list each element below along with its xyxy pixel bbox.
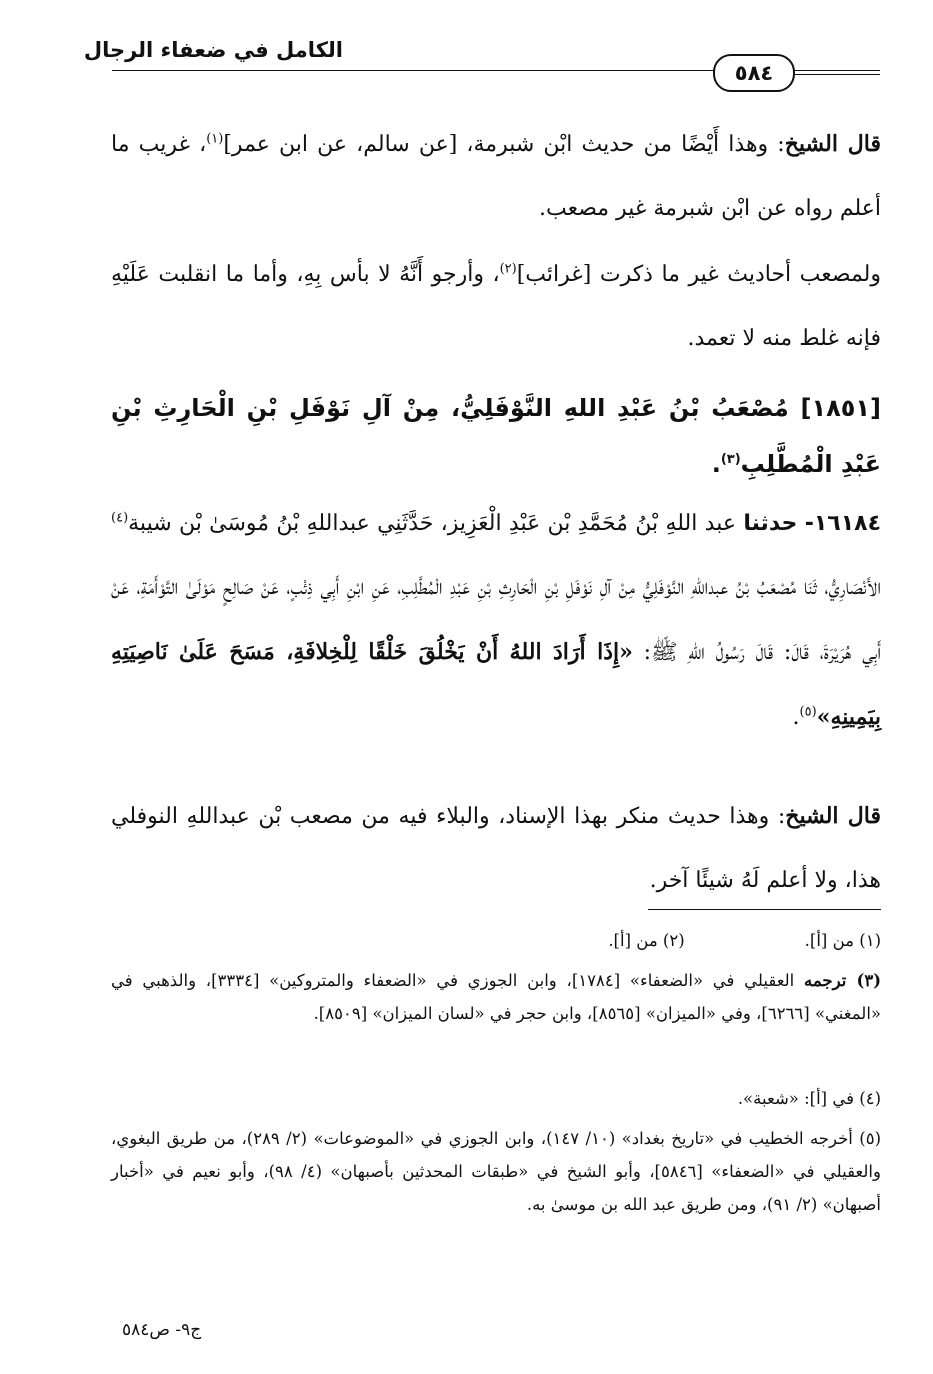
entry-title: [١٨٥١] مُصْعَبُ بْنُ عَبْدِ اللهِ النَّوْفَلِيُّ، مِنْ آلِ نَوْفَلِ بْنِ الْحَارِثِ بْنِ عَبْدِ الْمُطَّلِبِ bbox=[111, 394, 881, 478]
footnote-2: (٢) من [أ]. bbox=[608, 931, 685, 950]
paragraph-text: ولمصعب أحاديث غير ما ذكرت [غرائب] bbox=[516, 262, 881, 287]
footnote-text: العقيلي في «الضعفاء» [١٧٨٤]، وابن الجوزي في «الضعفاء والمتروكين» [٣٣٣٤]، والذهبي في «المغني» [٦٢٦٦]، وفي «الميزان» [٨٥٦٥]، وابن حجر في «لسان الميزان» [٨٥٠٩]. bbox=[111, 971, 881, 1023]
paragraph-lead: قال الشيخ bbox=[785, 803, 881, 829]
footnote-3 bbox=[111, 964, 881, 1030]
paragraph-text: : وهذا حديث منكر بهذا الإسناد، والبلاء فيه من مصعب بْن عبداللهِ النوفلي هذا، ولا أعلم لَهُ شيئًا آخر. bbox=[111, 804, 881, 893]
footnote-ref-1: (١) bbox=[206, 131, 224, 147]
footnote-ref-4: (٤) bbox=[111, 510, 129, 526]
paragraph-musab-hadiths bbox=[111, 243, 881, 371]
footnote-ref-5: (٥) bbox=[799, 704, 817, 720]
page-footer-signature: ج٩- ص٥٨٤ bbox=[122, 1320, 202, 1340]
page-number: ٥٨٤ bbox=[734, 61, 774, 85]
entry-end: . bbox=[711, 450, 721, 478]
footnote-1: (١) من [أ]. bbox=[804, 931, 881, 950]
footnote-4: (٤) في [أ]: «شعبة». bbox=[737, 1089, 881, 1108]
paragraph-text: ، وأرجو أَنَّهُ لا بأس بِهِ، وأما ما انقلبت عَلَيْهِ فإنه غلط منه لا تعمد. bbox=[111, 262, 881, 351]
hadith-number: ١٦١٨٤- bbox=[804, 511, 881, 536]
footnote-ref-3: (٣) bbox=[720, 452, 741, 467]
footnotes-1-2 bbox=[111, 924, 881, 957]
hadith-16184 bbox=[111, 492, 881, 750]
hadith-isnad: الأَنْصَارِيُّ، ثَنَا مُصْعَبُ بْنُ عبداللهِ النَّوْفَلِيُّ مِنْ آلِ نَوْفَلِ بْنِ الْحَارِثِ بْنِ عَبْدِ الْمُطَّلِبِ، عَنِ ابْنِ أَبِي ذِئْبٍ، عَنْ صَالِحٍ مَوْلَىٰ التَّوْأَمَةِ، عَنْ أَبِي هُرَيْرَةَ، قَالَ: قَالَ رَسُولُ اللهِ ﷺ: bbox=[111, 575, 881, 665]
paragraph-lead: قال الشيخ bbox=[784, 131, 881, 157]
header-rule-right bbox=[790, 74, 880, 75]
paragraph-sheikh-comment-2 bbox=[111, 784, 881, 913]
footnote-ref-2: (٢) bbox=[499, 261, 517, 277]
hadith-isnad: عبد اللهِ بْنُ مُحَمَّدِ بْن عَبْدِ الْعَزِيز، حَدَّثَنِي عبداللهِ بْنُ مُوسَىٰ بْن شيبة bbox=[128, 511, 744, 536]
running-title: الكامل في ضعفاء الرجال bbox=[83, 38, 343, 62]
hadith-matn: «إِذَا أَرَادَ اللهُ أَنْ يَخْلُقَ خَلْقًا لِلْخِلافَةِ، مَسَحَ عَلَىٰ نَاصِيَتِهِ بِيَمِينِهِ» bbox=[111, 639, 881, 730]
hadith-end: . bbox=[792, 705, 800, 730]
footnote-lead: (٣) ترجمه bbox=[804, 971, 881, 990]
paragraph-text: ، غريب ما أعلم رواه عن ابْن شبرمة غير مصعب. bbox=[111, 132, 881, 221]
hadith-lead: حدثنا bbox=[743, 511, 798, 536]
footnote-separator bbox=[648, 909, 881, 910]
paragraph-sheikh-comment-1 bbox=[111, 112, 881, 241]
entry-heading-1851 bbox=[111, 380, 881, 492]
footnote-5: (٥) أخرجه الخطيب في «تاريخ بغداد» (١٠/ ١٤٧)، وابن الجوزي في «الموضوعات» (٢/ ٢٨٩)، من طريق البغوي، والعقيلي في «الضعفاء» [٥٨٤٦]، وأبو الشيخ في «طبقات المحدثين بأصبهان» (٤/ ٩٨)، وأبو نعيم في «أخبار أصبهان» (٢/ ٩١)، ومن طريق عبد الله بن موسىٰ به. bbox=[111, 1129, 882, 1214]
paragraph-text: : وهذا أَيْضًا من حديث ابْن شبرمة، [عن سالم، عن ابن عمر] bbox=[223, 132, 785, 157]
page-number-badge bbox=[713, 54, 795, 92]
